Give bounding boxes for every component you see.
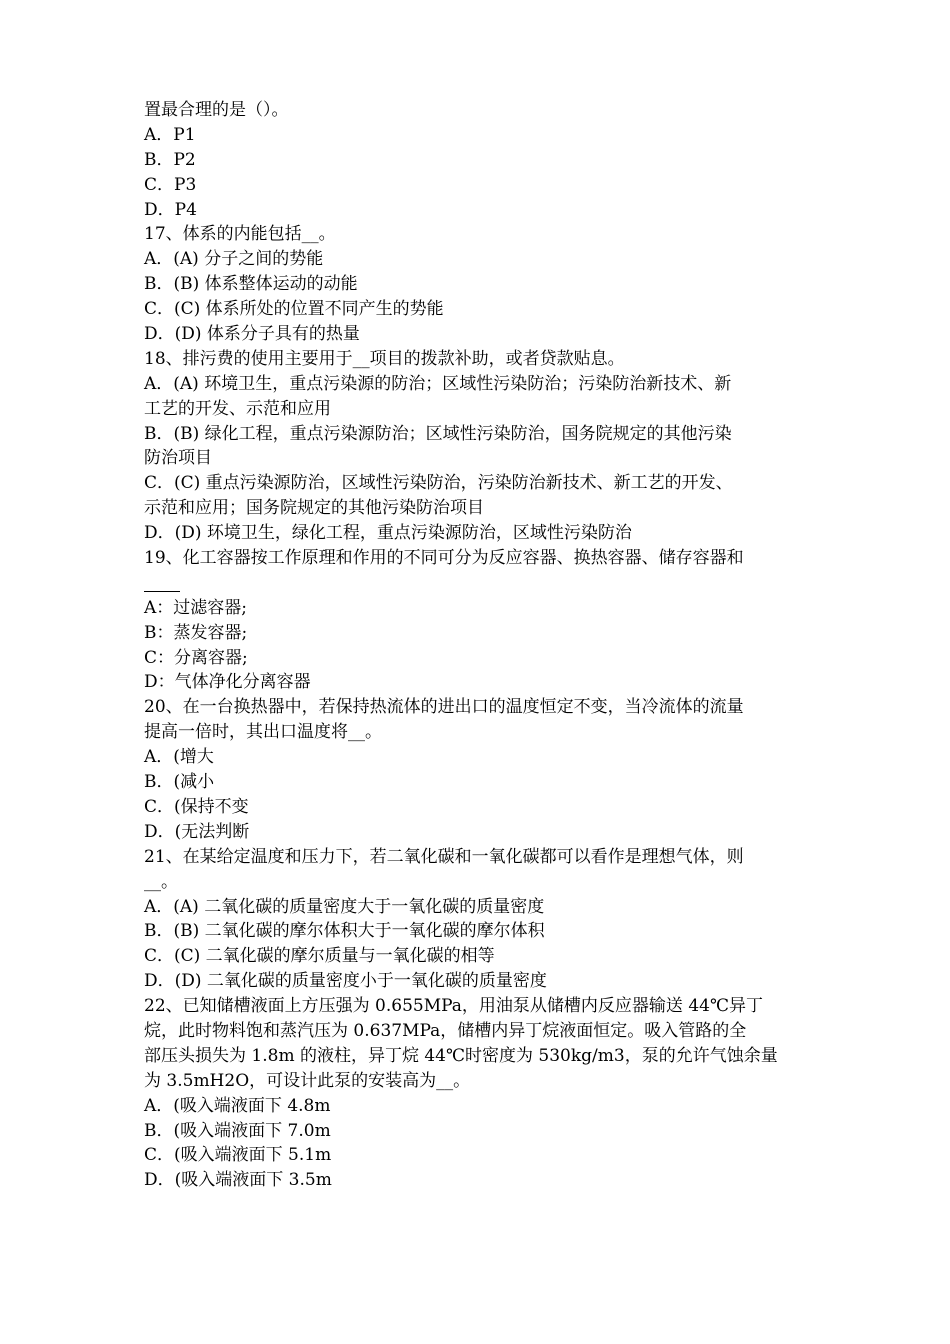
q19-option-d: D：气体净化分离容器 xyxy=(144,672,311,693)
q21-stem-line2: __。 xyxy=(144,871,178,892)
q18-option-a-line2: 工艺的开发、示范和应用 xyxy=(144,398,331,419)
q20-option-c: C．(保持不变 xyxy=(144,796,249,817)
q21-option-b: B．(B) 二氧化碳的摩尔体积大于一氧化碳的摩尔体积 xyxy=(144,921,545,942)
q16-option-c: C．P3 xyxy=(144,174,197,195)
q16-option-d: D．P4 xyxy=(144,199,197,220)
q22-option-d: D．(吸入端液面下 3.5m xyxy=(144,1170,332,1191)
q19-option-b: B：蒸发容器; xyxy=(144,622,248,643)
q22-stem-line3: 部压头损失为 1.8m 的液柱，异丁烷 44℃时密度为 530kg/m3，泵的允许气蚀余量 xyxy=(144,1045,778,1066)
q21-option-a: A．(A) 二氧化碳的质量密度大于一氧化碳的质量密度 xyxy=(144,896,545,917)
q17-option-d: D．(D) 体系分子具有的热量 xyxy=(144,324,360,345)
q21-option-d: D．(D) 二氧化碳的质量密度小于一氧化碳的质量密度 xyxy=(144,971,547,992)
q16-option-b: B．P2 xyxy=(144,149,196,170)
q19-answer-blank xyxy=(144,571,814,596)
q21-stem-line1: 21、在某给定温度和压力下，若二氧化碳和一氧化碳都可以看作是理想气体，则 xyxy=(144,846,744,867)
document-page xyxy=(144,98,814,1193)
q17-option-c: C．(C) 体系所处的位置不同产生的势能 xyxy=(144,299,444,320)
q20-option-b: B．(减小 xyxy=(144,772,215,793)
q22-option-a: A．(吸入端液面下 4.8m xyxy=(144,1095,331,1116)
q16-stem-cont: 置最合理的是（）。 xyxy=(144,100,289,120)
blank-underline xyxy=(144,591,180,592)
q18-option-d: D．(D) 环境卫生，绿化工程，重点污染源防治，区域性污染防治 xyxy=(144,523,632,544)
q21-option-c: C．(C) 二氧化碳的摩尔质量与一氧化碳的相等 xyxy=(144,946,495,967)
q18-option-b-line2: 防治项目 xyxy=(144,448,212,469)
q22-stem-line2: 烷，此时物料饱和蒸汽压为 0.637MPa，储槽内异丁烷液面恒定。吸入管路的全 xyxy=(144,1020,747,1041)
q19-option-c: C：分离容器; xyxy=(144,647,248,668)
q19-option-a: A：过滤容器; xyxy=(144,597,248,618)
q20-option-a: A．(增大 xyxy=(144,747,214,768)
q20-stem-line1: 20、在一台换热器中，若保持热流体的进出口的温度恒定不变，当冷流体的流量 xyxy=(144,697,744,718)
q20-stem-line2: 提高一倍时，其出口温度将__。 xyxy=(144,722,382,743)
q17-option-a: A．(A) 分子之间的势能 xyxy=(144,249,324,270)
q22-option-b: B．(吸入端液面下 7.0m xyxy=(144,1120,331,1141)
q16-option-a: A．P1 xyxy=(144,124,196,145)
q19-stem: 19、化工容器按工作原理和作用的不同可分为反应容器、换热容器、储存容器和 xyxy=(144,548,744,569)
q18-option-b-line1: B．(B) 绿化工程，重点污染源防治；区域性污染防治，国务院规定的其他污染 xyxy=(144,423,732,444)
q17-option-b: B．(B) 体系整体运动的动能 xyxy=(144,274,358,295)
q18-stem: 18、排污费的使用主要用于__项目的拨款补助，或者贷款贴息。 xyxy=(144,348,625,369)
q20-option-d: D．(无法判断 xyxy=(144,821,250,842)
q18-option-c-line1: C．(C) 重点污染源防治，区域性污染防治，污染防治新技术、新工艺的开发、 xyxy=(144,473,733,494)
q18-option-c-line2: 示范和应用；国务院规定的其他污染防治项目 xyxy=(144,498,484,519)
q22-option-c: C．(吸入端液面下 5.1m xyxy=(144,1145,332,1166)
q22-stem-line1: 22、已知储槽液面上方压强为 0.655MPa，用油泵从储槽内反应器输送 44℃异丁 xyxy=(144,996,763,1017)
q18-option-a-line1: A．(A) 环境卫生，重点污染源的防治；区域性污染防治；污染防治新技术、新 xyxy=(144,373,732,394)
q22-stem-line4: 为 3.5mH2O，可设计此泵的安装高为__。 xyxy=(144,1070,471,1091)
q17-stem: 17、体系的内能包括__。 xyxy=(144,224,336,245)
